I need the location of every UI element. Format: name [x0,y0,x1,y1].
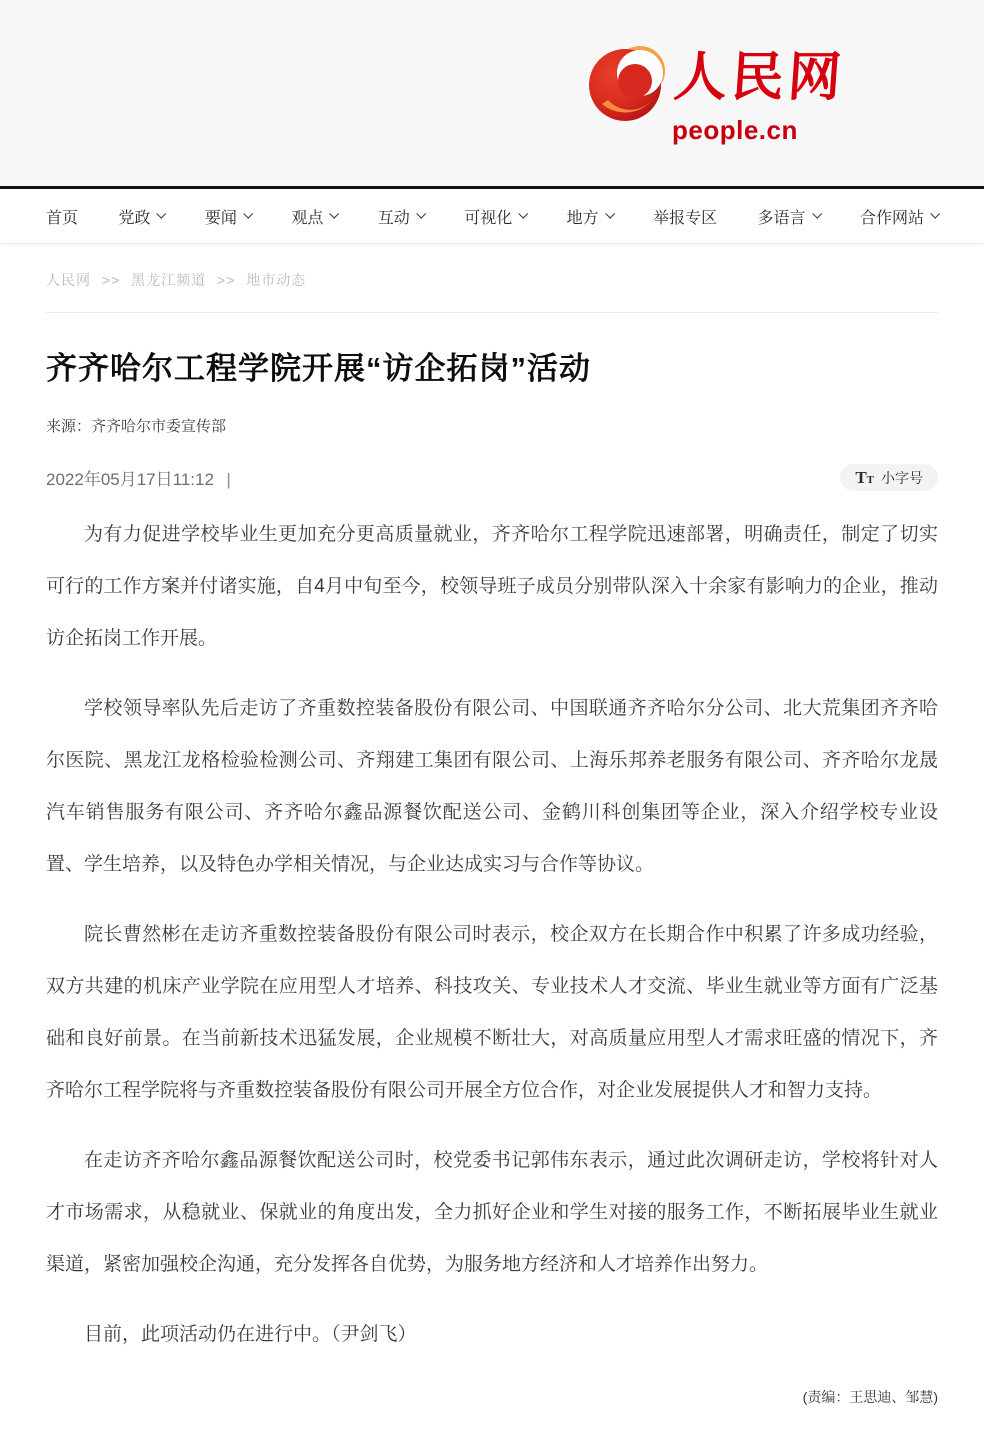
article-paragraph: 在走访齐齐哈尔鑫品源餐饮配送公司时，校党委书记郭伟东表示，通过此次调研走访，学校将针对人才市场需求，从稳就业、保就业的角度出发，全力抓好企业和学生对接的服务工作，不断拓展毕业生就业渠道，紧密加强校企沟通，充分发挥各自优势，为服务地方经济和人才培养作出努力。 [46,1150,938,1276]
chevron-down-icon [518,208,528,218]
chevron-down-icon [416,208,426,218]
chevron-down-icon [243,208,253,218]
nav-item-label: 举报专区 [653,209,718,227]
breadcrumb-separator: >> [101,272,121,288]
article-paragraph: 院长曹然彬在走访齐重数控装备股份有限公司时表示，校企双方在长期合作中积累了许多成功经验，双方共建的机床产业学院在应用型人才培养、科技攻关、专业技术人才交流、毕业生就业等方面有广泛基础和良好前景。在当前新技术迅猛发展，企业规模不断壮大，对高质量应用型人才需求旺盛的情况下，齐齐哈尔工程学院将与齐重数控装备股份有限公司开展全方位合作，对企业发展提供人才和智力支持。 [46,924,938,1102]
nav-item[interactable] [464,205,526,228]
breadcrumb-rule [46,312,938,313]
people-cn-ball-icon [588,38,666,129]
chevron-down-icon [605,208,615,218]
nav-item[interactable] [567,205,613,228]
nav-item[interactable] [291,205,337,228]
main-nav [0,189,984,244]
nav-item[interactable] [653,205,717,228]
font-size-button-label: 小字号 [881,469,923,486]
article-paragraph: 为有力促进学校毕业生更加充分更高质量就业，齐齐哈尔工程学院迅速部署，明确责任，制定了切实可行的工作方案并付诸实施，自4月中旬至今，校领导班子成员分别带队深入十余家有影响力的企业，推动访企拓岗工作开展。 [46,524,938,650]
nav-item-label: 合作网站 [859,209,924,227]
article-paragraph: 学校领导率队先后走访了齐重数控装备股份有限公司、中国联通齐齐哈尔分公司、北大荒集团齐齐哈尔医院、黑龙江龙格检验检测公司、齐翔建工集团有限公司、上海乐邦养老服务有限公司、齐齐哈尔龙晟汽车销售服务有限公司、齐齐哈尔鑫品源餐饮配送公司、金鹤川科创集团等企业，深入介绍学校专业设置、学生培养，以及特色办学相关情况，与企业达成实习与合作等协议。 [46,698,938,876]
date-separator: | [226,470,231,490]
article-paragraph: 目前，此项活动仍在进行中。（尹剑飞） [84,1324,417,1346]
nav-item-label: 观点 [291,209,324,227]
font-size-icon-large-t: T [855,467,867,487]
nav-items [46,189,938,243]
nav-item-label: 党政 [118,209,151,227]
page-title: 齐齐哈尔工程学院开展“访企拓岗”活动 [46,351,591,386]
breadcrumb-home[interactable]: 人民网 [46,272,91,288]
chevron-down-icon [930,208,940,218]
nav-item-label: 首页 [46,209,79,227]
article-source: 来源：齐齐哈尔市委宣传部 [46,418,227,436]
nav-item[interactable] [205,205,251,228]
nav-item[interactable] [118,205,164,228]
nav-item[interactable] [378,205,424,228]
nav-item-label: 互动 [377,209,410,227]
breadcrumb-separator: >> [217,272,236,288]
logo-chinese-text: 人民网 [671,48,848,107]
chevron-down-icon [812,208,822,218]
chevron-down-icon [330,208,340,218]
logo-domain-text: people.cn [672,115,798,145]
nav-item[interactable] [860,205,938,228]
breadcrumb [46,244,938,290]
nav-item-label: 要闻 [204,209,237,227]
font-size-icon [855,468,874,488]
article-page [46,244,938,1439]
chevron-down-icon [157,208,167,218]
nav-item-label: 地方 [566,209,599,227]
font-size-icon-small-t: T [866,473,874,486]
article-date [46,465,231,490]
nav-item[interactable] [758,205,820,228]
font-size-button[interactable] [840,464,938,491]
breadcrumb-channel[interactable]: 黑龙江频道 [131,272,207,288]
nav-item-label: 多语言 [757,209,806,227]
editor-credit: (责编：王思迪、邹慧) [802,1389,938,1406]
nav-item-label: 可视化 [464,209,513,227]
nav-item[interactable] [46,205,78,228]
article-date-text: 2022年05月17日11:12 [46,470,214,490]
article-body [46,509,938,1361]
article-meta-row [46,464,938,491]
site-header [0,0,984,186]
people-cn-logo[interactable] [588,38,848,145]
breadcrumb-section[interactable]: 地市动态 [246,272,307,288]
